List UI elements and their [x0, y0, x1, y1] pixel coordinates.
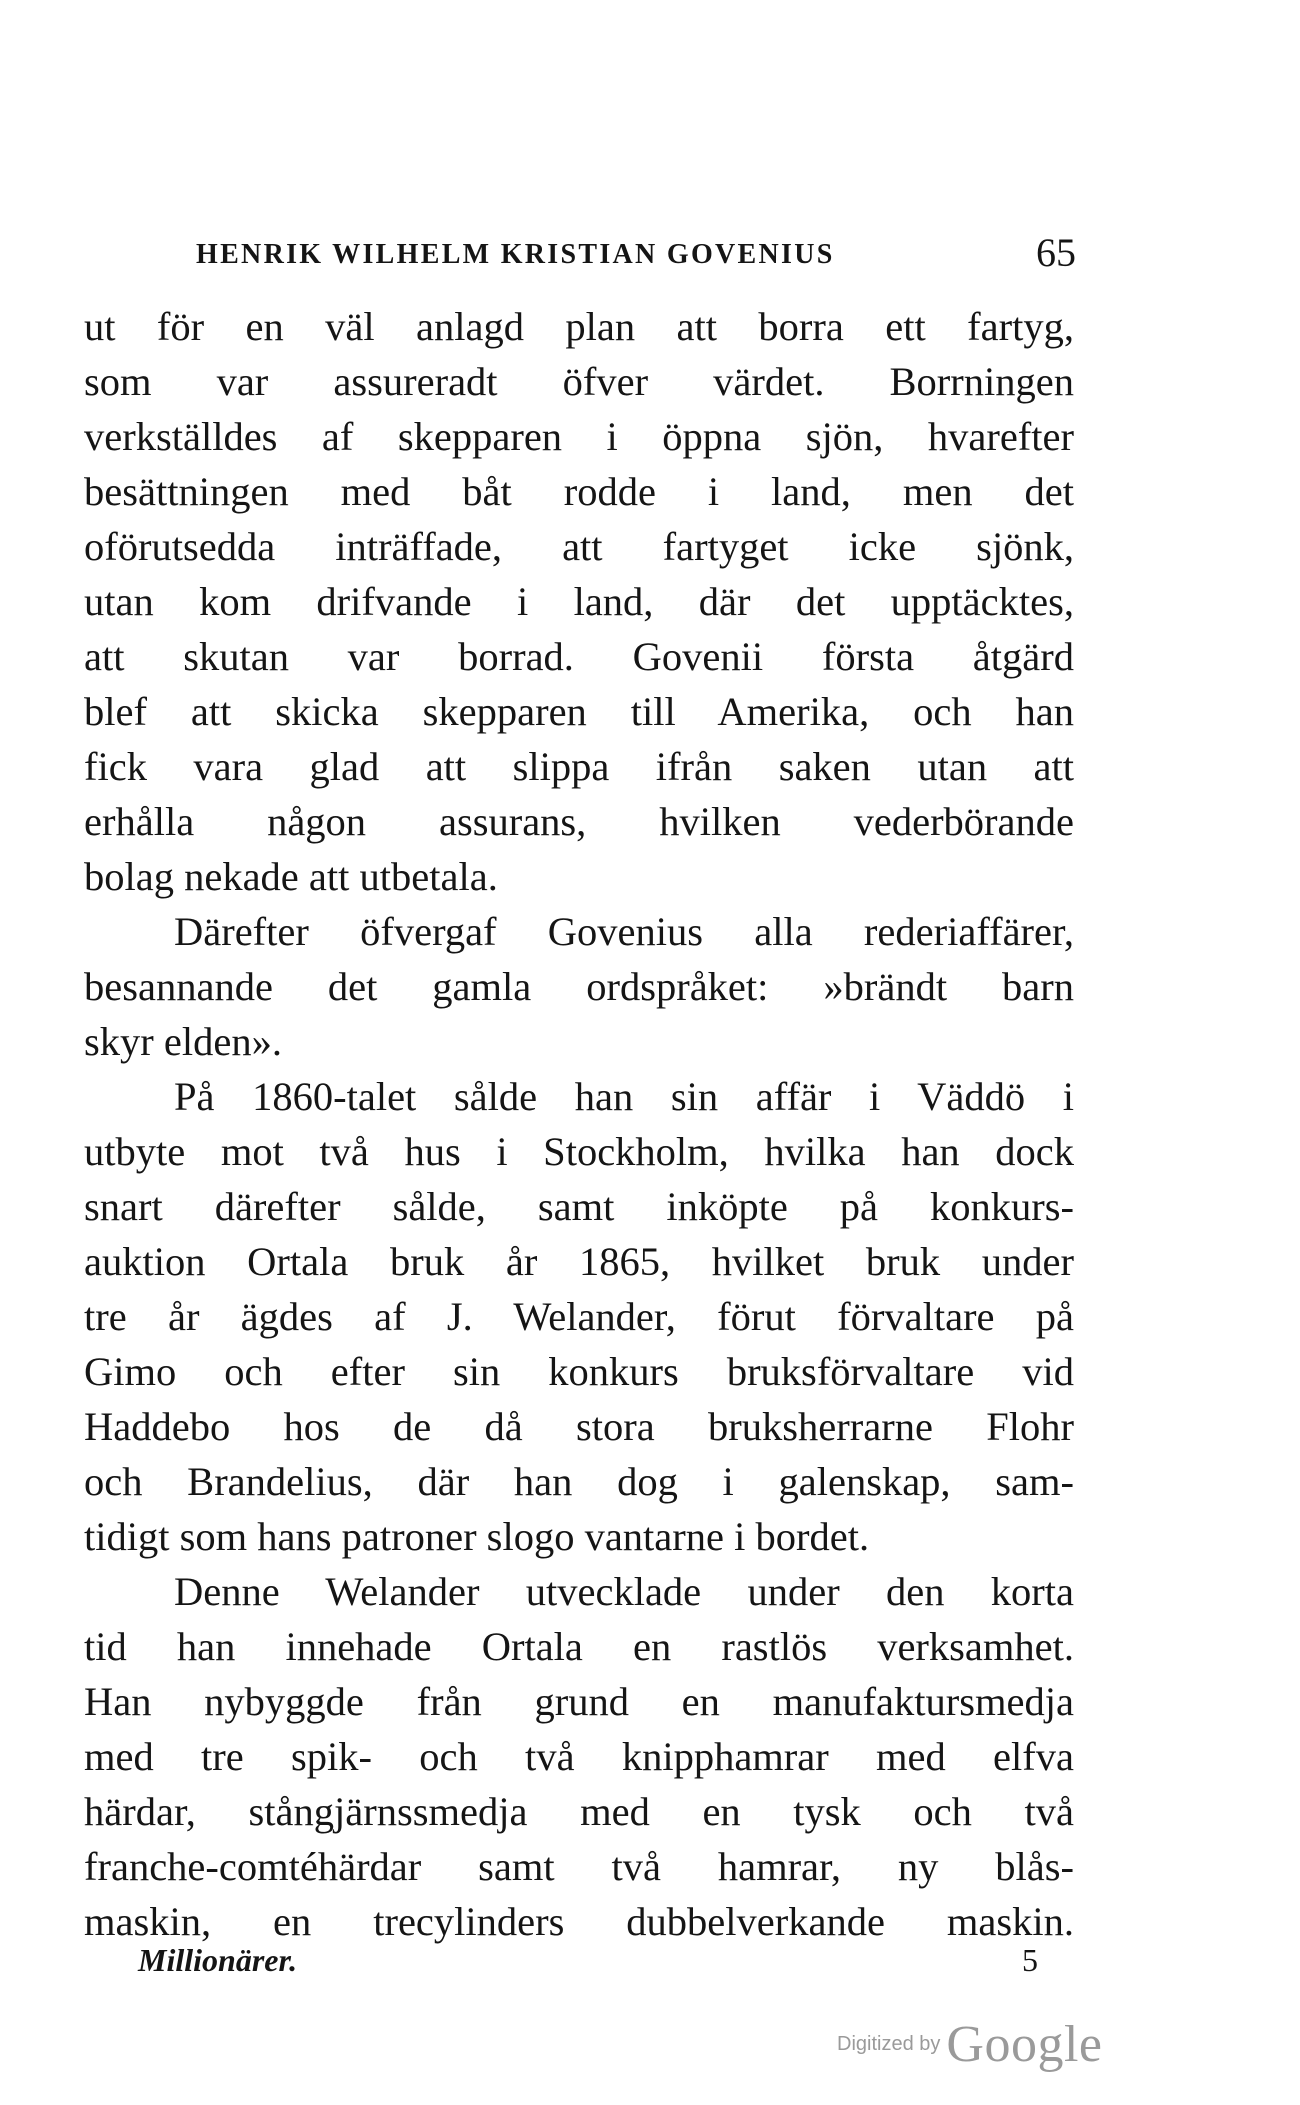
- signature-footer: [138, 1942, 1038, 1992]
- text-line: verkställdes af skepparen i öppna sjön, hvarefter: [84, 414, 1074, 459]
- text-line-paragraph-end: skyr elden».: [84, 1019, 282, 1064]
- digitized-watermark: [837, 2015, 1102, 2075]
- text-line: erhålla någon assurans, hvilken vederbörande: [84, 799, 1074, 844]
- watermark-prefix: Digitized by: [837, 2033, 941, 2055]
- text-line: auktion Ortala bruk år 1865, hvilket bruk under: [84, 1239, 1074, 1284]
- text-line: franche-comtéhärdar samt två hamrar, ny blås-: [84, 1844, 1074, 1889]
- text-line: härdar, stångjärnssmedja med en tysk och två: [84, 1789, 1074, 1834]
- text-line: maskin, en trecylinders dubbelverkande maskin.: [84, 1899, 1074, 1944]
- signature-title: Millionärer.: [138, 1942, 298, 1978]
- running-head: [196, 229, 1076, 277]
- text-line: besannande det gamla ordspråket: »brändt barn: [84, 964, 1074, 1009]
- text-line-paragraph-end: bolag nekade att utbetala.: [84, 854, 498, 899]
- text-line: tid han innehade Ortala en rastlös verksamhet.: [84, 1624, 1074, 1669]
- text-line: att skutan var borrad. Govenii första åtgärd: [84, 634, 1074, 679]
- text-line: som var assureradt öfver värdet. Borrningen: [84, 359, 1074, 404]
- text-line: och Brandelius, där han dog i galenskap, sam-: [84, 1459, 1074, 1504]
- text-line: ut för en väl anlagd plan att borra ett fartyg,: [84, 304, 1074, 349]
- signature-number: 5: [1022, 1942, 1038, 1978]
- text-line: blef att skicka skepparen till Amerika, och han: [84, 689, 1074, 734]
- page-number: 65: [1036, 230, 1076, 275]
- text-line: med tre spik- och två knipphamrar med elfva: [84, 1734, 1074, 1779]
- text-line: besättningen med båt rodde i land, men det: [84, 469, 1074, 514]
- body-text: [84, 299, 1074, 1989]
- text-line: utbyte mot två hus i Stockholm, hvilka han dock: [84, 1129, 1074, 1174]
- text-line-paragraph-start: På 1860-talet sålde han sin affär i Väddö i: [174, 1074, 1074, 1119]
- text-line: snart därefter sålde, samt inköpte på konkurs-: [84, 1184, 1074, 1229]
- text-line: oförutsedda inträffade, att fartyget icke sjönk,: [84, 524, 1074, 569]
- text-line: tre år ägdes af J. Welander, förut förvaltare på: [84, 1294, 1074, 1339]
- running-title: HENRIK WILHELM KRISTIAN GOVENIUS: [196, 239, 835, 270]
- text-line: Haddebo hos de då stora bruksherrarne Flohr: [84, 1404, 1074, 1449]
- text-line-paragraph-end: tidigt som hans patroner slogo vantarne i bordet.: [84, 1514, 870, 1559]
- text-line: utan kom drifvande i land, där det upptäcktes,: [84, 579, 1074, 624]
- text-line: Han nybyggde från grund en manufaktursmedja: [84, 1679, 1074, 1724]
- text-line: Gimo och efter sin konkurs bruksförvaltare vid: [84, 1349, 1074, 1394]
- google-logo: Google: [946, 2016, 1103, 2073]
- text-line-paragraph-start: Denne Welander utvecklade under den korta: [174, 1569, 1074, 1614]
- text-line-paragraph-start: Därefter öfvergaf Govenius alla rederiaffärer,: [174, 909, 1074, 954]
- text-line: fick vara glad att slippa ifrån saken utan att: [84, 744, 1074, 789]
